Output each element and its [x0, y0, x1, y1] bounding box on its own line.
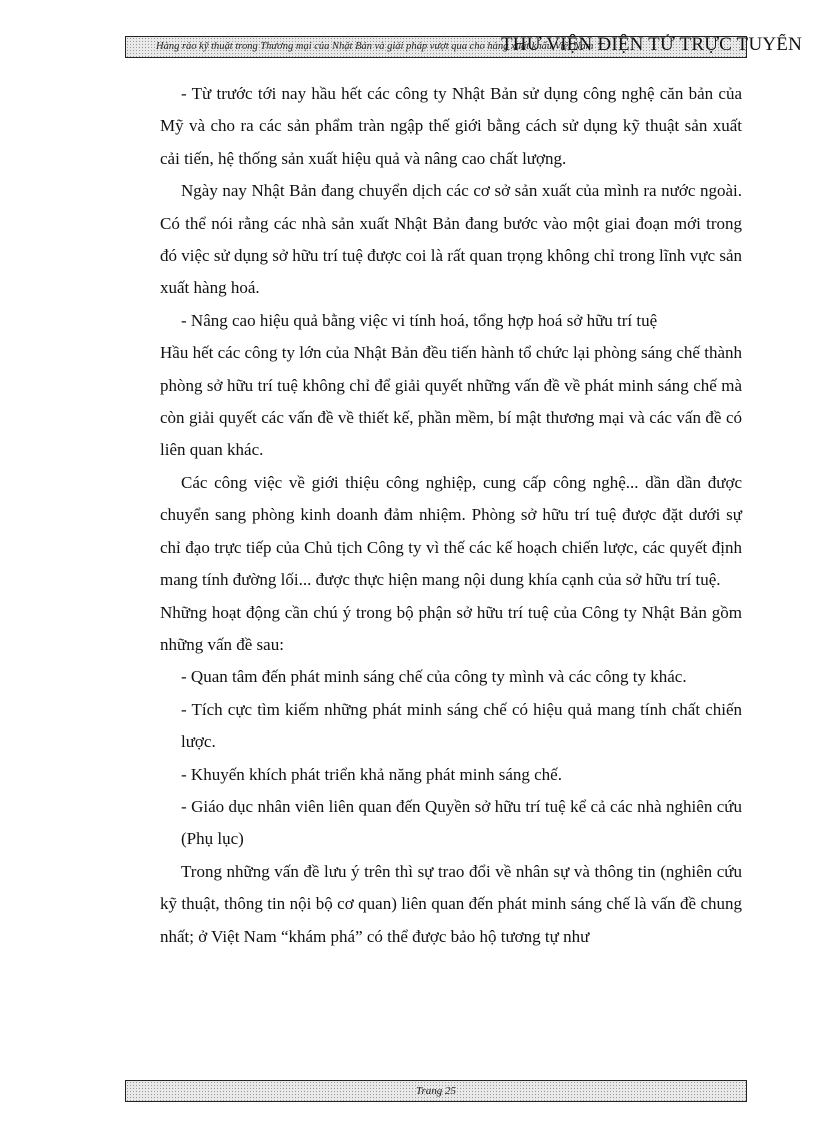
paragraph-6: Những hoạt động cần chú ý trong bộ phận sở hữu trí tuệ của Công ty Nhật Bản gồm những vấn đề sau: [160, 602, 742, 654]
list-item: - Tích cực tìm kiếm những phát minh sáng chế có hiệu quả mang tính chất chiến lược. [181, 699, 742, 752]
page-number: Trang 25 [415, 1085, 457, 1097]
list-item: - Giáo dục nhân viên liên quan đến Quyền sở hữu trí tuệ kể cả các nhà nghiên cứu (Phụ lục) [181, 796, 742, 849]
paragraph-1: - Từ trước tới nay hầu hết các công ty Nhật Bản sử dụng công nghệ căn bản của Mỹ và cho ra các sản phẩm tràn ngập thế giới bằng cách sử dụng kỹ thuật sản xuất cải tiến, hệ thống sản xuất hiệu quả và nâng cao chất lượng. [160, 84, 742, 168]
paragraph-7: Trong những vấn đề lưu ý trên thì sự trao đổi về nhân sự và thông tin (nghiên cứu kỹ thuật, thông tin nội bộ cơ quan) liên quan đến phát minh sáng chế là vấn đề chung nhất; ở Việt Nam “khám phá” có thể được bảo hộ tương tự như [160, 861, 742, 946]
document-body [160, 78, 742, 953]
paragraph-3: - Nâng cao hiệu quả bằng việc vi tính hoá, tổng hợp hoá sở hữu trí tuệ [181, 310, 658, 330]
header-title: Hàng rào kỹ thuật trong Thương mại của Nhật Bản và giải pháp vượt qua cho hàng xuất khẩu Việt Nam [156, 41, 594, 52]
list-item: - Khuyến khích phát triển khả năng phát minh sáng chế. [181, 764, 562, 784]
watermark-text: THƯ VIỆN ĐIỆN TỬ TRỰC TUYẾN [501, 34, 803, 55]
paragraph-2: Ngày nay Nhật Bản đang chuyển dịch các cơ sở sản xuất của mình ra nước ngoài. Có thể nói rằng các nhà sản xuất Nhật Bản đang bước vào một giai đoạn mới trong đó việc sử dụng sở hữu trí tuệ được coi là rất quan trọng không chỉ trong lĩnh vực sản xuất hàng hoá. [160, 181, 742, 298]
paragraph-5: Các công việc về giới thiệu công nghiệp, cung cấp công nghệ... dần dần được chuyển sang phòng kinh doanh đảm nhiệm. Phòng sở hữu trí tuệ được đặt dưới sự chỉ đạo trực tiếp của Chủ tịch Công ty vì thế các kế hoạch chiến lược, các quyết định mang tính đường lối... được thực hiện mang nội dung khía cạnh của sở hữu trí tuệ. [160, 472, 742, 590]
page-footer [125, 1080, 747, 1102]
list-item: - Quan tâm đến phát minh sáng chế của công ty mình và các công ty khác. [181, 667, 687, 687]
paragraph-4: Hầu hết các công ty lớn của Nhật Bản đều tiến hành tổ chức lại phòng sáng chế thành phòng sở hữu trí tuệ không chỉ để giải quyết những vấn đề về phát minh sáng chế mà còn giải quyết các vấn đề về thiết kế, phần mềm, bí mật thương mại và các vấn đề có liên quan khác. [160, 343, 742, 460]
